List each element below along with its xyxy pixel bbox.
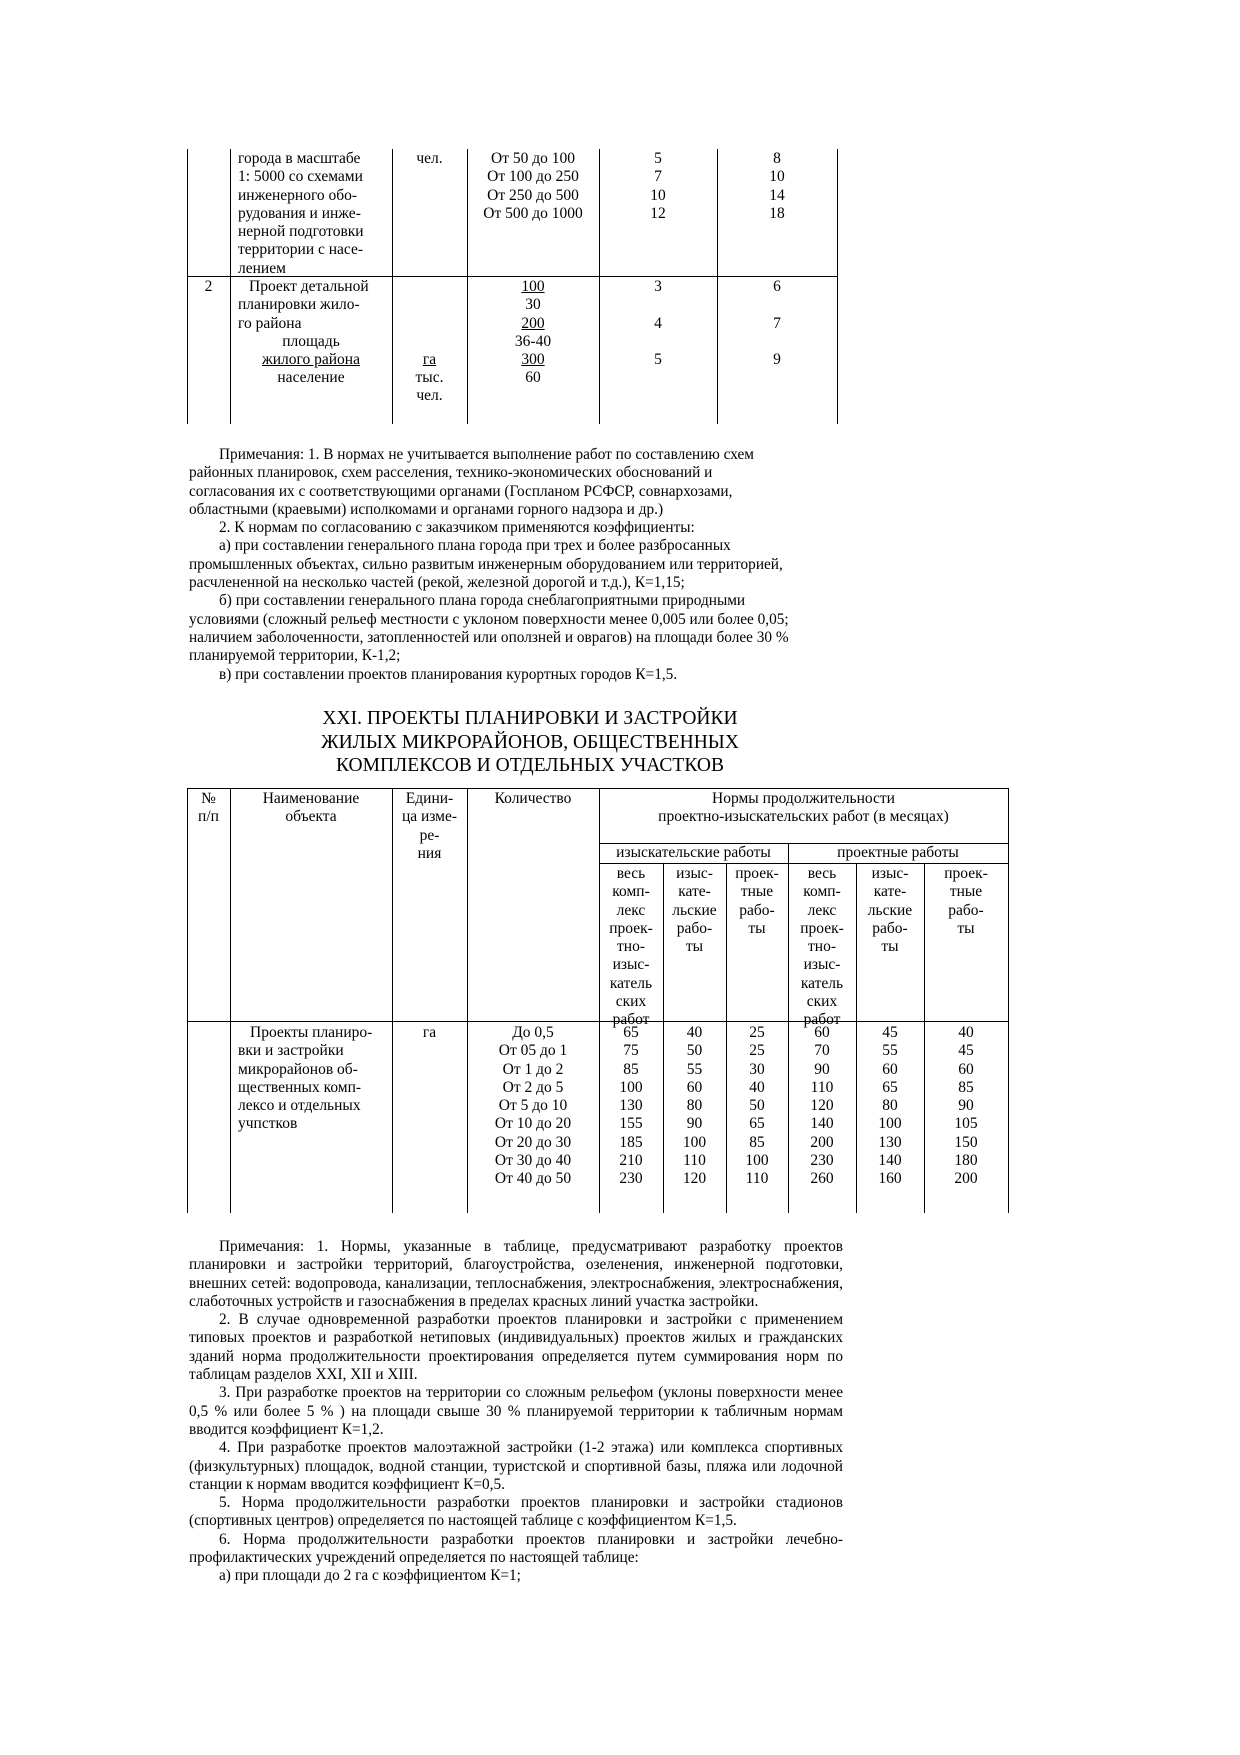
- value-cell: 18: [769, 204, 785, 222]
- value-cell: 140: [810, 1115, 834, 1133]
- value-cell: От 5 до 10: [498, 1097, 568, 1115]
- t2-col-2: [663, 1024, 726, 1189]
- value-cell: От 1 до 2: [502, 1060, 564, 1078]
- value-cell: 150: [954, 1133, 978, 1151]
- value-cell: 10: [650, 186, 666, 204]
- note-line: областными (краевыми) исполкомами и органами горного надзора и др.): [189, 500, 664, 518]
- value-cell: 130: [619, 1097, 643, 1115]
- value-cell: 30: [749, 1060, 765, 1078]
- value-cell: 45: [882, 1024, 898, 1041]
- value-cell: 10: [769, 168, 785, 186]
- value-cell: 65: [749, 1115, 765, 1133]
- value-cell: 230: [810, 1152, 834, 1170]
- value-cell: 110: [683, 1152, 706, 1170]
- note-paragraph: а) при площади до 2 га с коэффициентом К=1;: [219, 1567, 521, 1585]
- notes-1: [189, 446, 843, 684]
- value-cell: 85: [958, 1078, 974, 1096]
- value-cell: 90: [958, 1097, 974, 1115]
- value-cell: 105: [954, 1115, 978, 1133]
- value-cell: 25: [749, 1024, 765, 1041]
- t2-col-1: [599, 1024, 663, 1189]
- value-cell: 5: [654, 351, 662, 369]
- value-cell: 3: [654, 278, 662, 295]
- t1-cont-unit: чел.: [416, 150, 443, 167]
- value-cell: От 2 до 5: [502, 1078, 564, 1096]
- t1-row2-num: 2: [204, 278, 213, 295]
- value-cell: 155: [619, 1115, 643, 1133]
- t1-row2-area-label-underlined: жилого района: [262, 351, 360, 368]
- note-line: условиями (сложный рельеф местности с уклоном поверхности менее 0,005 или более 0,05;: [189, 610, 789, 628]
- t2-header-quantity: Количество: [494, 790, 572, 807]
- value-cell: 210: [619, 1152, 643, 1170]
- t2-col-6: [924, 1024, 1008, 1189]
- t2-header-name: Наименование объекта: [262, 790, 360, 826]
- t2-col-3: [726, 1024, 788, 1189]
- value-cell: 50: [749, 1097, 765, 1115]
- value-cell: 180: [954, 1152, 978, 1170]
- value-cell: 130: [878, 1133, 902, 1151]
- table-1: [187, 149, 838, 424]
- t2-subheader-5: изыс- кате- льские рабо- ты: [867, 865, 913, 956]
- note-line: а) при составлении генерального плана города при трех и более разбросанных: [219, 537, 731, 555]
- value-cell: От 500 до 1000: [483, 204, 583, 222]
- note-line: б) при составлении генерального плана города снеблагоприятными природными: [219, 592, 746, 610]
- heading-line-1: XXI. ПРОЕКТЫ ПЛАНИРОВКИ И ЗАСТРОЙКИ: [322, 708, 738, 729]
- note-line: планируемой территории, К-1,2;: [189, 647, 401, 665]
- t2-header-num: № п/п: [198, 790, 219, 826]
- value-cell: 110: [810, 1078, 834, 1096]
- note-paragraph: 4. При разработке проектов малоэтажной застройки (1-2 этажа) или комплекса спортивных (физкультурных) площадок, водной станции, туристской и спортивной базы, пляжа или лодочной станции к нормам вводится коэффициент К=0,5.: [189, 1439, 843, 1493]
- value-cell: 45: [958, 1042, 974, 1060]
- t1-row2-name: Проект детальной планировки жило- го района: [238, 278, 369, 332]
- note-paragraph: 2. В случае одновременной разработки проектов планировки и застройки с применением типовых проектов и разработкой нетиповых (индивидуальных) проектов жилых и гражданских зданий норма продолжительности проектирования определяется путем суммирования норм по таблицам разделов XXI, XII и XIII.: [189, 1311, 843, 1384]
- note-line: районных планировок, схем расселения, технико-экономических обоснований и: [189, 464, 713, 482]
- t1-row2-survey: [599, 278, 717, 369]
- value-cell: От 50 до 100: [491, 150, 575, 167]
- value-cell: 9: [773, 351, 781, 369]
- value-cell: 7: [654, 168, 662, 186]
- t2-header-unit: Едини- ца изме- ре- ния: [401, 790, 458, 862]
- t1-cont-quantities: [467, 150, 599, 223]
- section-heading: [190, 707, 870, 778]
- value-cell: 90: [814, 1060, 830, 1078]
- value-cell: От 05 до 1: [498, 1042, 568, 1060]
- t2-subheader-2: изыс- кате- льские рабо- ты: [672, 865, 717, 956]
- note-line: 2. К нормам по согласованию с заказчиком применяются коэффициенты:: [219, 519, 695, 537]
- table-2: [187, 788, 1009, 1213]
- value-cell: 230: [619, 1170, 643, 1188]
- value-cell: 12: [650, 204, 666, 222]
- value-cell: От 40 до 50: [494, 1170, 572, 1188]
- value-cell: 50: [686, 1042, 703, 1060]
- t2-row-quantities: [467, 1024, 599, 1189]
- note-line: в) при составлении проектов планирования курортных городов К=1,5.: [219, 665, 678, 683]
- value-cell: От 10 до 20: [494, 1115, 572, 1133]
- t2-subheader-6: проек- тные рабо- ты: [944, 865, 988, 937]
- quantity-value: 30: [525, 296, 541, 314]
- value-cell: От 20 до 30: [494, 1133, 572, 1151]
- t2-col-5: [856, 1024, 924, 1189]
- value-cell: 110: [745, 1170, 769, 1188]
- t2-row-unit: га: [422, 1024, 437, 1041]
- value-cell: 100: [619, 1078, 643, 1096]
- note-line: Примечания: 1. В нормах не учитывается выполнение работ по составлению схем: [219, 446, 754, 463]
- t1-row2-design: [717, 278, 837, 369]
- quantity-value: 200: [521, 314, 545, 332]
- value-cell: 25: [749, 1042, 765, 1060]
- t2-header-norms: Нормы продолжительности проектно-изыскательских работ (в месяцах): [658, 790, 949, 826]
- t1-row2-population-label: население: [277, 369, 345, 386]
- value-cell: 5: [654, 150, 662, 167]
- value-cell: До 0,5: [512, 1024, 554, 1041]
- note-paragraph: 3. При разработке проектов на территории со сложным рельефом (уклоны поверхности менее 0,5 % или более 5 % ) на площади свыше 30 % планируемой территории к табличным нормам вводится коэффициент К=1,2.: [189, 1384, 843, 1438]
- value-cell: 40: [686, 1024, 703, 1041]
- quantity-value: 100: [521, 278, 545, 295]
- heading-line-2: ЖИЛЫХ МИКРОРАЙОНОВ, ОБЩЕСТВЕННЫХ: [321, 731, 739, 753]
- t2-header-design-group: проектные работы: [837, 844, 959, 861]
- note-paragraph: 5. Норма продолжительности разработки проектов планировки и застройки стадионов (спортивных центров) определяется по настоящей таблице с коэффициентом К=1,5.: [189, 1494, 843, 1530]
- value-cell: 60: [814, 1024, 830, 1041]
- value-cell: 40: [749, 1078, 765, 1096]
- quantity-value: 60: [525, 369, 541, 387]
- note-line: расчлененной на несколько частей (рекой, железной дорогой и т.д.), К=1,15;: [189, 574, 685, 592]
- value-cell: 85: [623, 1060, 639, 1078]
- value-cell: 70: [814, 1042, 830, 1060]
- value-cell: 60: [686, 1078, 703, 1096]
- value-cell: 100: [682, 1133, 707, 1151]
- value-cell: 6: [773, 278, 781, 295]
- value-cell: 65: [623, 1024, 639, 1041]
- value-cell: От 250 до 500: [487, 186, 579, 204]
- quantity-value: 300: [521, 351, 545, 369]
- value-cell: 120: [682, 1170, 707, 1188]
- note-line: наличием заболоченности, затопленностей или оползней и оврагов) на площади более 30 %: [189, 628, 789, 646]
- value-cell: 65: [882, 1078, 898, 1096]
- value-cell: 80: [882, 1097, 898, 1115]
- value-cell: 14: [769, 186, 785, 204]
- value-cell: 200: [810, 1133, 834, 1151]
- value-cell: 55: [686, 1060, 703, 1078]
- value-cell: 75: [623, 1042, 639, 1060]
- value-cell: 40: [958, 1024, 974, 1041]
- t2-subheader-4: весь комп- лекс проек- тно- изыс- катель ских работ: [800, 865, 844, 1029]
- t1-cont-name: города в масштабе 1: 5000 со схемами инженерного обо- рудования и инже- нерной подготовки территории с насе- лением: [238, 150, 364, 277]
- value-cell: 55: [882, 1042, 898, 1060]
- heading-line-3: КОМПЛЕКСОВ И ОТДЕЛЬНЫХ УЧАСТКОВ: [336, 755, 724, 776]
- note-paragraph: 6. Норма продолжительности разработки проектов планировки и застройки лечебно-профилактических учреждений определяется по настоящей таблице:: [189, 1530, 843, 1567]
- t2-row-name: Проекты планиро- вки и застройки микрорайонов об- щественных комп- лексо и отдельных учпстков: [238, 1024, 373, 1133]
- value-cell: 260: [810, 1170, 834, 1188]
- value-cell: 140: [878, 1152, 902, 1170]
- quantity-value: 36-40: [514, 332, 552, 350]
- value-cell: 160: [878, 1170, 902, 1188]
- value-cell: 80: [686, 1097, 703, 1115]
- t1-cont-survey: [599, 150, 717, 223]
- value-cell: От 100 до 250: [487, 168, 579, 186]
- value-cell: 100: [878, 1115, 902, 1133]
- value-cell: 8: [773, 150, 781, 167]
- value-cell: 7: [773, 314, 781, 332]
- notes-2: [189, 1238, 843, 1586]
- note-paragraph: Примечания: 1. Нормы, указанные в таблице, предусматривают разработку проектов планировки и застройки территорий, благоустройства, озеленения, инженерной подготовки, внешних сетей: водопровода, канализации, теплоснабжения, электроснабжения, электроснабжения, слаботочных устройств и газоснабжения в пределах красных линий участка застройки.: [189, 1238, 843, 1310]
- value-cell: 100: [745, 1152, 769, 1170]
- t2-header-survey-group: изыскательские работы: [616, 844, 771, 861]
- value-cell: От 30 до 40: [494, 1152, 572, 1170]
- t2-subheader-3: проек- тные рабо- ты: [735, 865, 779, 937]
- value-cell: 200: [954, 1170, 978, 1188]
- t1-row2-quantities: [467, 278, 599, 388]
- value-cell: 85: [749, 1133, 765, 1151]
- value-cell: 60: [958, 1060, 974, 1078]
- t2-subheader-1: весь комп- лекс проек- тно- изыс- катель ских работ: [609, 865, 653, 1029]
- value-cell: 4: [654, 314, 662, 332]
- value-cell: 90: [686, 1115, 703, 1133]
- t1-row2-area-label: площадь: [282, 333, 340, 350]
- value-cell: 120: [810, 1097, 834, 1115]
- t1-cont-design: [717, 150, 837, 223]
- note-line: промышленных объектах, сильно развитым инженерным оборудованием или территорией,: [189, 555, 783, 573]
- t1-row2-unit-area: га: [422, 351, 437, 368]
- note-line: согласования их с соответствующими органами (Госпланом РСФСР, совнархозами,: [189, 482, 733, 500]
- t2-col-4: [788, 1024, 856, 1189]
- t1-row2-unit-pop: тыс. чел.: [415, 369, 444, 405]
- value-cell: 185: [619, 1133, 643, 1151]
- value-cell: 60: [882, 1060, 898, 1078]
